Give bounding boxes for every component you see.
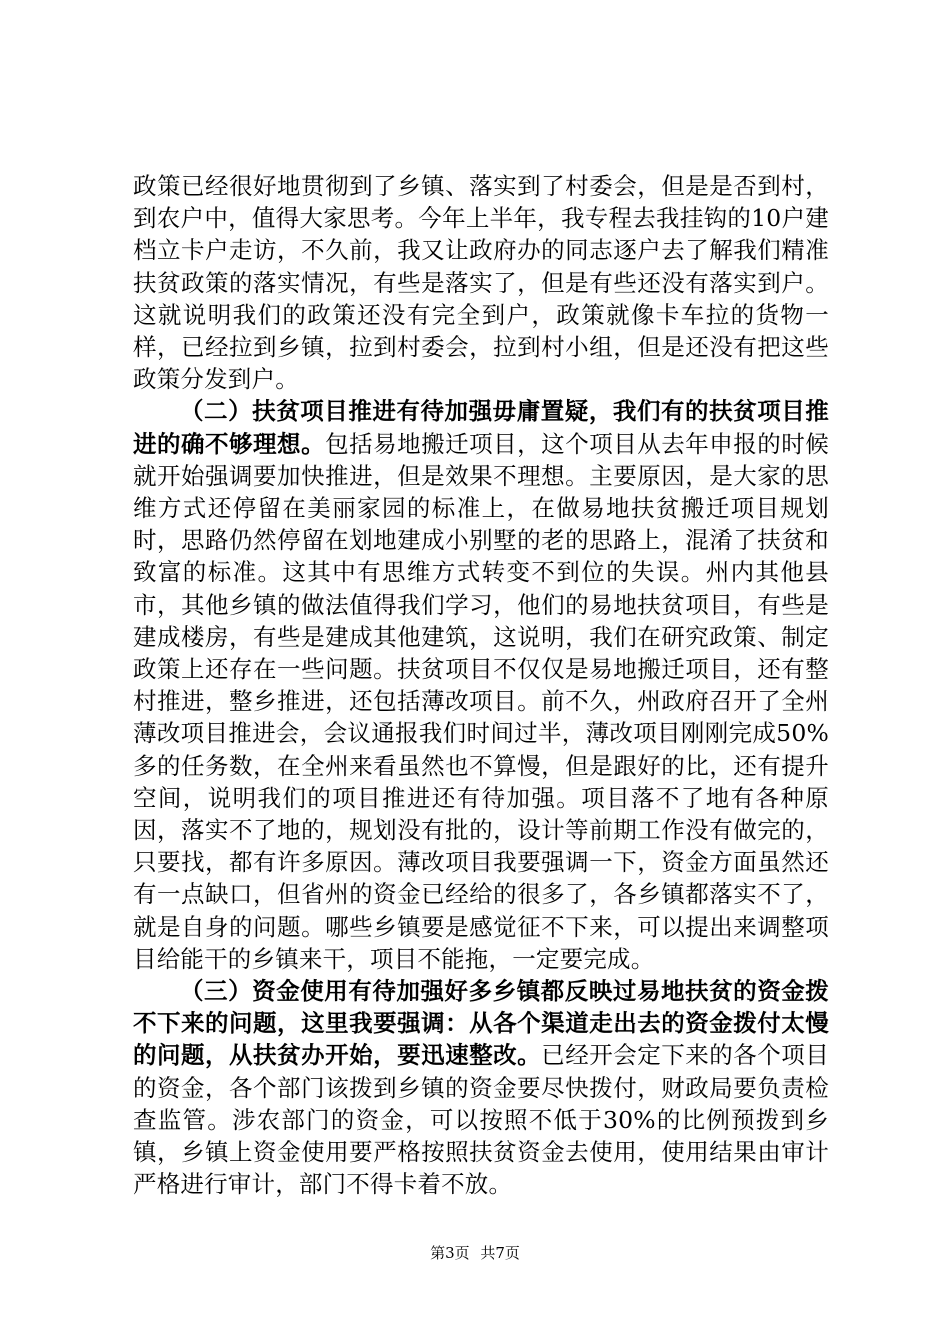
paragraph-3-text: 已经开会定下来的各个项目的资金，各个部门该拨到乡镇的资金要尽快拨付，财政局要负责检查监管。涉农部门的资金，可以按照不低于30%的比例预拨到乡镇，乡镇上资金使用要严格按照扶贫资金去使用，使用结果由审计严格进行审计，部门不得卡着不放。 [133,1041,830,1199]
paragraph-2-text: 包括易地搬迁项目，这个项目从去年申报的时候就开始强调要加快推进，但是效果不理想。主要原因，是大家的思维方式还停留在美丽家园的标准上，在做易地扶贫搬迁项目规划时，思路仍然停留在划地建成小别墅的老的思路上，混淆了扶贫和致富的标准。这其中有思维方式转变不到位的失误。州内其他县市，其他乡镇的做法值得我们学习，他们的易地扶贫项目，有些是建成楼房，有些是建成其他建筑，这说明，我们在研究政策、制定政策上还存在一些问题。扶贫项目不仅仅是易地搬迁项目，还有整村推进，整乡推进，还包括薄改项目。前不久，州政府召开了全州薄改项目推进会，会议通报我们时间过半，薄改项目刚刚完成50%多的任务数，在全州来看虽然也不算慢，但是跟好的比，还有提升空间，说明我们的项目推进还有待加强。项目落不了地有各种原因，落实不了地的，规划没有批的，设计等前期工作没有做完的，只要找，都有许多原因。薄改项目我要强调一下，资金方面虽然还有一点缺口，但省州的资金已经给的很多了，各乡镇都落实不了，就是自身的问题。哪些乡镇要是感觉征不下来，可以提出来调整项目给能干的乡镇来干，项目不能拖，一定要完成。 [133,429,829,973]
paragraph-3 [133,975,829,1200]
page-number-total: 共7页 [480,1244,520,1262]
page-number-current: 第3页 [430,1244,470,1262]
section-3-heading: （三）资金使用有待加强好多乡镇都反映过易地扶贫的资金拨不下来的问题，这里我要强调：从各个渠道走出去的资金拨付太慢的问题，从扶贫办开始，要迅速整改。 [133,977,829,1070]
document-body [133,170,829,1201]
section-2-heading: （二）扶贫项目推进有待加强毋庸置疑，我们有的扶贫项目推进的确不够理想。 [133,397,829,458]
paragraph-1 [133,170,829,395]
paragraph-2 [133,395,829,975]
page-footer [0,1243,950,1263]
paragraph-1-text: 政策已经很好地贯彻到了乡镇、落实到了村委会，但是是否到村，到农户中，值得大家思考。今年上半年，我专程去我挂钩的10户建档立卡户走访，不久前，我又让政府办的同志逐户去了解我们精准扶贫政策的落实情况，有些是落实了，但是有些还没有落实到户。这就说明我们的政策还没有完全到户，政策就像卡车拉的货物一样，已经拉到乡镇，拉到村委会，拉到村小组，但是还没有把这些政策分发到户。 [133,172,829,394]
